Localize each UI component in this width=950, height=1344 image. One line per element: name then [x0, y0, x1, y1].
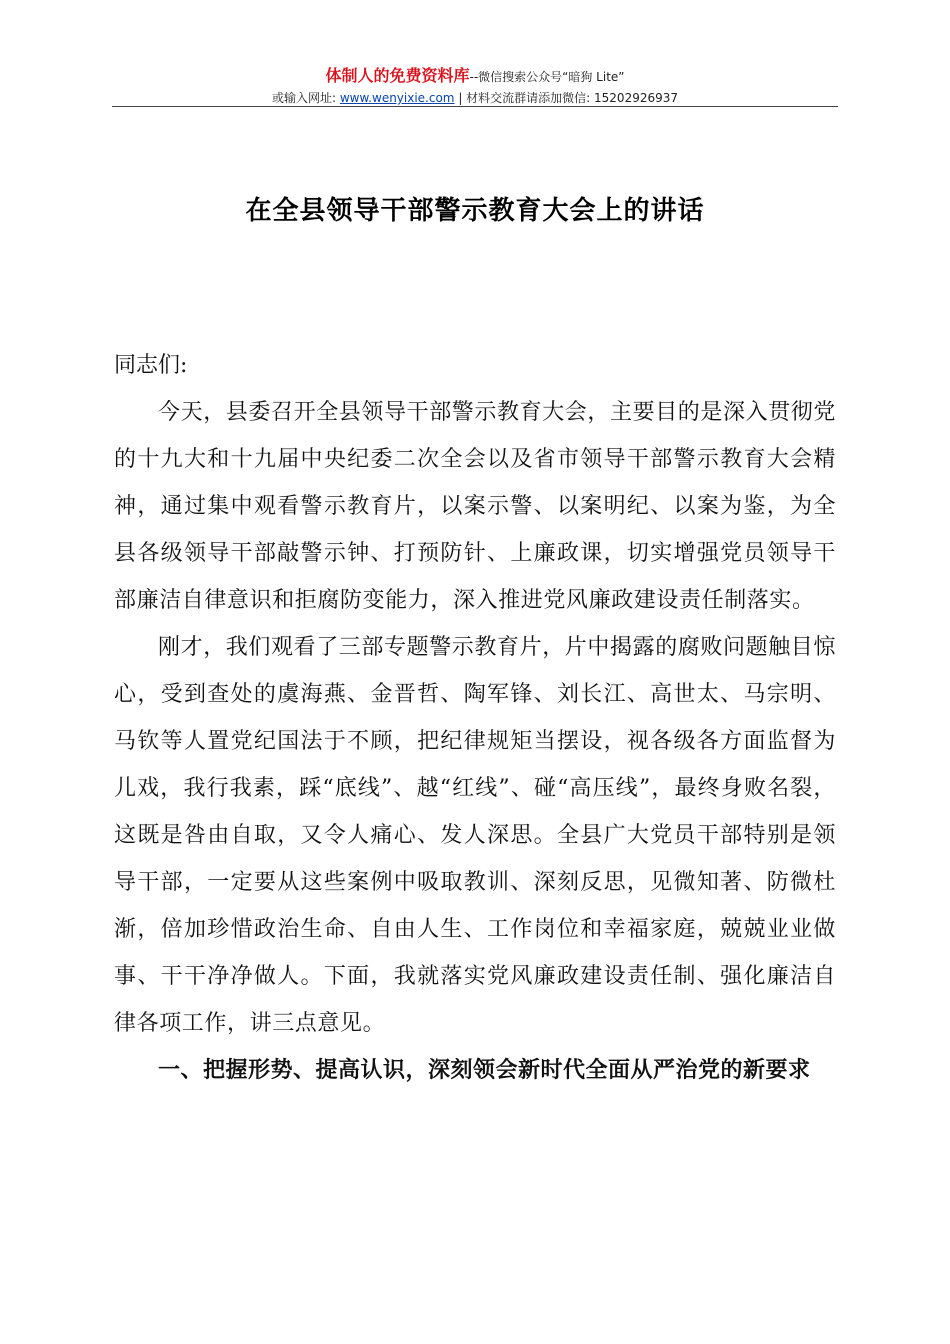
paragraph: 刚才，我们观看了三部专题警示教育片，片中揭露的腐败问题触目惊心，受到查处的虞海燕、金晋哲、陶军锋、刘长江、高世太、马宗明、马钦等人置党纪国法于不顾，把纪律规矩当摆设，视各级各方面监督为儿戏，我行我素，踩“底线”、越“红线”、碰“高压线”，最终身败名裂，这既是咎由自取，又令人痛心、发人深思。全县广大党员干部特别是领导干部，一定要从这些案例中吸取教训、深刻反思，见微知著、防微杜渐，倍加珍惜政治生命、自由人生、工作岗位和幸福家庭，兢兢业业做事、干干净净做人。下面，我就落实党风廉政建设责任制、强化廉洁自律各项工作，讲三点意见。	[114, 635, 837, 1036]
header-line-2	[0, 89, 950, 107]
header-contact: | 材料交流群请添加微信: 15202926937	[454, 91, 679, 105]
document-body	[114, 342, 836, 1094]
paragraph: 今天，县委召开全县领导干部警示教育大会，主要目的是深入贯彻党的十九大和十九届中央纪委二次全会以及省市领导干部警示教育大会精神，通过集中观看警示教育片，以案示警、以案明纪、以案为鉴，为全县各级领导干部敲警示钟、打预防针、上廉政课，切实增强党员领导干部廉洁自律意识和拒腐防变能力，深入推进党风廉政建设责任制落实。	[114, 400, 837, 613]
header-url-prefix: 或输入网址:	[271, 91, 340, 105]
header-brand: 体制人的免费资料库	[325, 66, 470, 85]
header-url-link[interactable]: www.wenyixie.com	[339, 91, 455, 105]
header-divider	[112, 106, 838, 107]
header-line-1	[0, 66, 950, 87]
page-header	[0, 66, 950, 107]
section-heading: 一、把握形势、提高认识，深刻领会新时代全面从严治党的新要求	[158, 1058, 811, 1083]
document-title: 在全县领导干部警示教育大会上的讲话	[245, 196, 705, 226]
header-tagline: --微信搜索公众号“暗狗 Lite”	[469, 70, 625, 84]
salutation: 同志们:	[114, 353, 188, 378]
